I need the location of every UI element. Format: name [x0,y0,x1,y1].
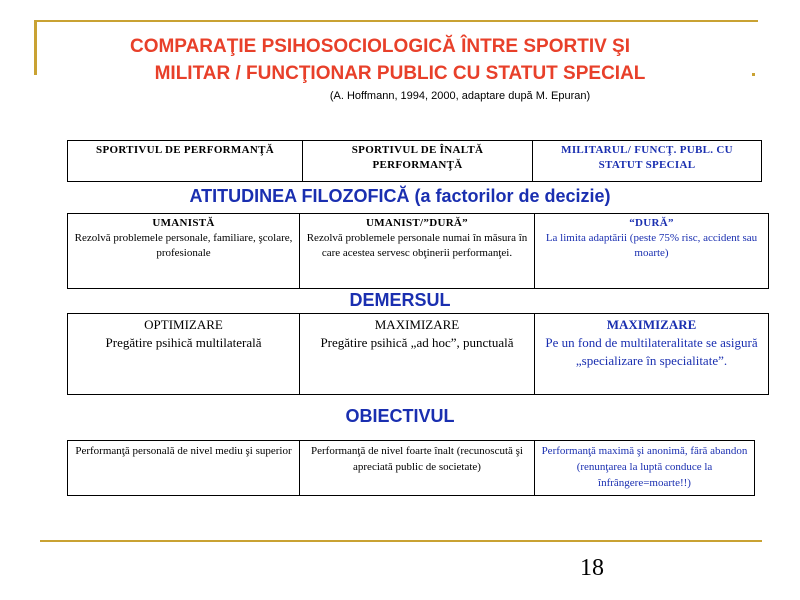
demersul-cell-2-head: MAXIMIZARE [374,317,460,332]
atitudine-row [68,214,769,289]
demersul-cell-1-text: Pregătire psihică multilaterală [105,335,262,350]
frame-dot [752,73,755,76]
obiectivul-cell-2: Performanţă de nivel foarte înalt (recunoscută şi apreciată public de societate) [300,441,535,496]
slide-title-line1: COMPARAŢIE PSIHOSOCIOLOGICĂ ÎNTRE SPORTIV ŞI [129,36,631,57]
frame-left-bar [34,20,37,75]
header-cell-militar: MILITARUL/ FUNCŢ. PUBL. CU STATUT SPECIAL [533,141,762,182]
bottom-rule [40,540,762,542]
header-table [67,140,762,182]
header-cell-sportiv-performanta: SPORTIVUL DE PERFORMANŢĂ [68,141,303,182]
section-title-demersul: DEMERSUL [349,290,451,310]
header-row [68,141,762,182]
frame-top-bar [34,20,758,22]
obiectivul-cell-3: Performanţă maximă şi anonimă, fără abandon (renunţarea la luptă conduce la înfrângere=moarte!!) [535,441,755,496]
atitudine-cell-3-head: “DURĂ” [629,217,674,229]
demersul-cell-1-head: OPTIMIZARE [144,317,223,332]
atitudine-cell-1 [68,214,300,289]
demersul-cell-2-text: Pregătire psihică „ad hoc”, punctuală [320,335,514,350]
slide-subtitle: (A. Hoffmann, 1994, 2000, adaptare după M. Epuran) [329,90,591,102]
demersul-cell-3 [535,314,769,395]
demersul-cell-1 [68,314,300,395]
demersul-cell-2 [300,314,535,395]
demersul-table [67,313,769,395]
atitudine-cell-3 [535,214,769,289]
demersul-row [68,314,769,395]
page-number: 18 [580,555,604,581]
atitudine-cell-3-text: La limita adaptării (peste 75% risc, accident sau moarte) [545,232,758,259]
section-title-obiectivul: OBIECTIVUL [345,406,455,426]
section-title-atitudine: ATITUDINEA FILOZOFICĂ (a factorilor de decizie) [189,186,611,206]
slide-title-line2: MILITAR / FUNCŢIONAR PUBLIC CU STATUT SPECIAL [154,63,646,84]
obiectivul-table [67,440,755,496]
slide-title [60,33,740,87]
atitudine-cell-2-head: UMANIST/”DURĂ” [366,217,468,229]
obiectivul-row [68,441,755,496]
demersul-cell-3-head: MAXIMIZARE [606,317,697,332]
atitudine-table [67,213,769,289]
demersul-cell-3-text: Pe un fond de multilateralitate se asigură „specializare în specialitate”. [545,335,758,368]
obiectivul-cell-1: Performanţă personală de nivel mediu şi superior [68,441,300,496]
atitudine-cell-1-text: Rezolvă problemele personale, familiare, şcolare, profesionale [74,232,293,259]
atitudine-cell-2-text: Rezolvă problemele personale numai în măsura în care acestea servesc obţinerii performanţei. [306,232,528,259]
atitudine-cell-2 [300,214,535,289]
header-cell-sportiv-inalta-performanta: SPORTIVUL DE ÎNALTĂ PERFORMANŢĂ [303,141,533,182]
atitudine-cell-1-head: UMANISTĂ [152,217,215,229]
